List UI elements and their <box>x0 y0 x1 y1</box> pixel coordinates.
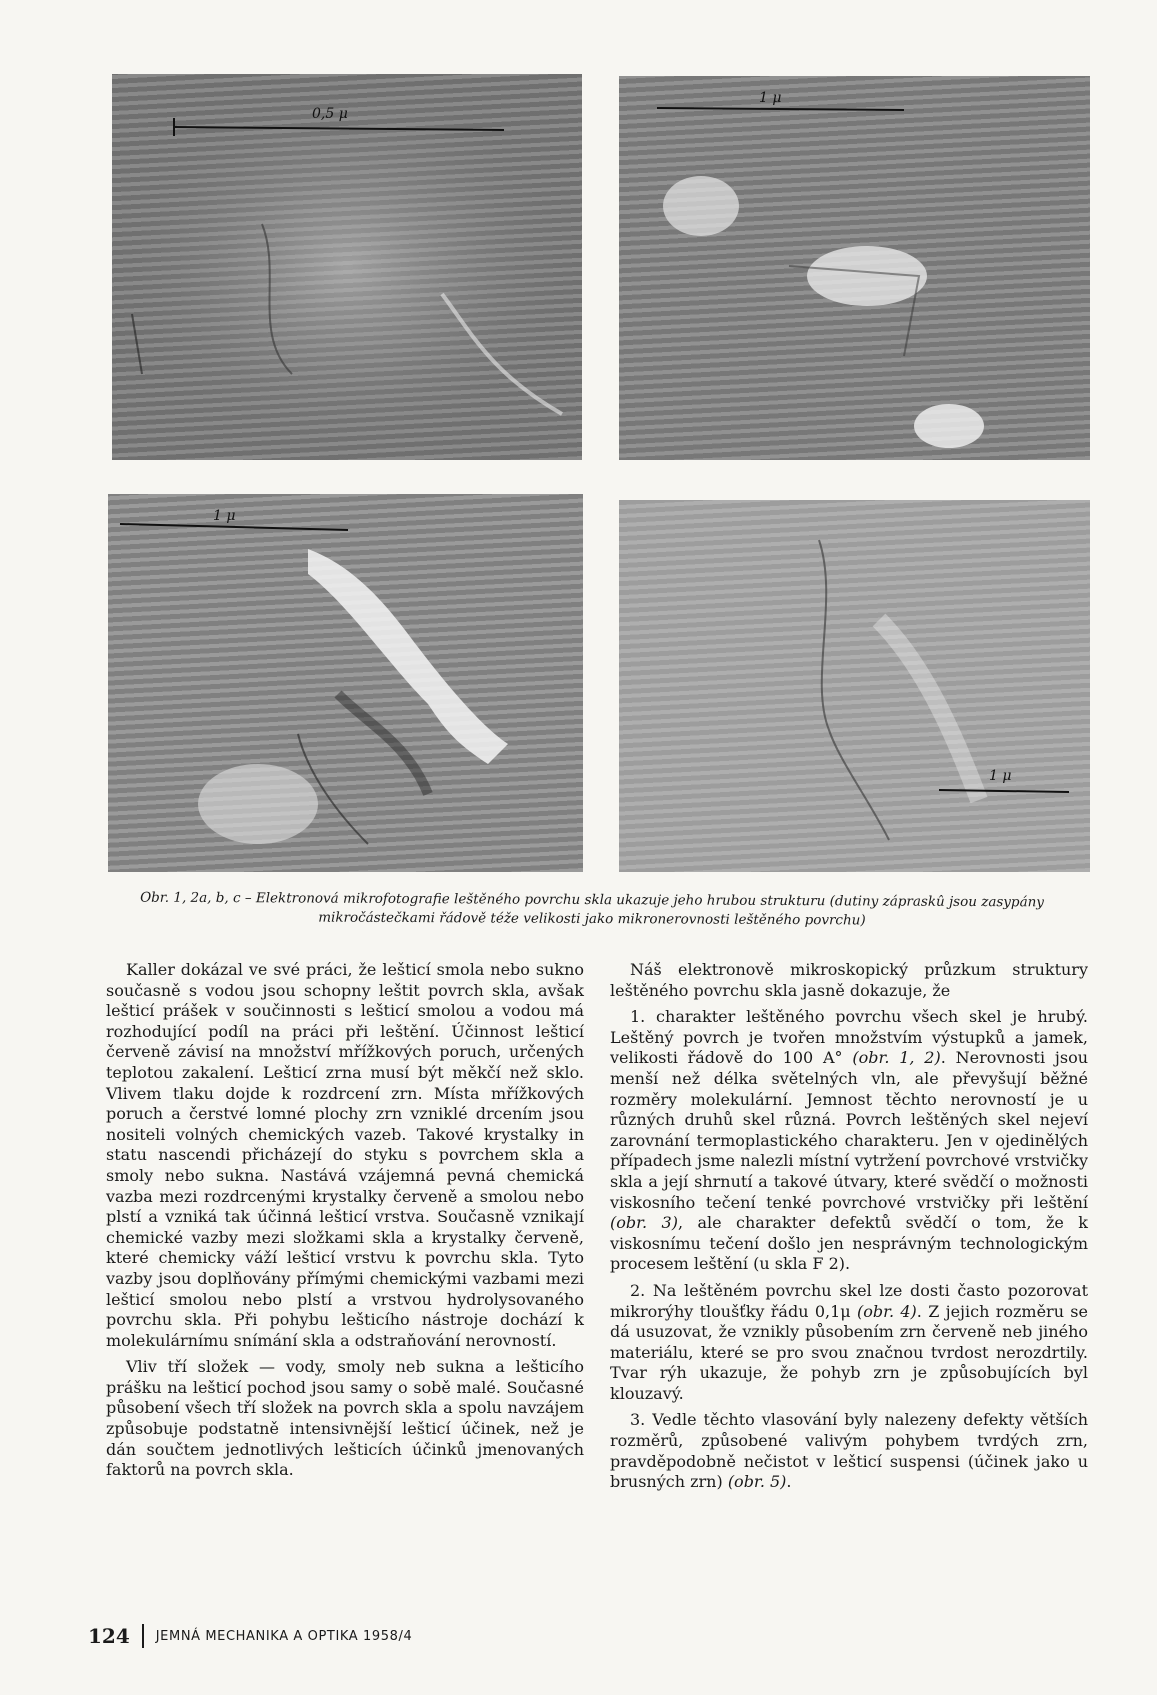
journal-name: JEMNÁ MECHANIKA A OPTIKA 1958/4 <box>155 1628 413 1644</box>
micrograph-4 <box>619 500 1090 872</box>
page-number: 124 <box>88 1624 130 1648</box>
left-paragraph-1: Kaller dokázal ve své práci, že lešticí smola nebo sukno současně s vodou jsou schopny leštit povrch skla, avšak lešticí prášek v součinnosti s lešticí smolou a vodou má rozhodující podíl na práci při leštění. Účinnost lešticí červeně závisí na množství mřížkových poruch, určených teplotou zakalení. Lešticí zrna musí být měkčí než sklo. Vlivem tlaku dojde k rozdrcení zrn. Místa mřížkových poruch a čerstvé lomné plochy zrn vzniklé drcením jsou nositeli volných chemických vazeb. Takové krystalky in statu nascendi přicházejí do styku s povrchem skla a smoly nebo sukna. Nastává vzájemná pevná chemická vazba mezi rozdrcenými krystalky červeně a smolou nebo plstí a vzniká tak účinná lešticí vrstva. Současně vznikají chemické vazby mezi složkami skla a krystalky červeně, které chemicky váží lešticí vrstvu k povrchu skla. Tyto vazby jsou doplňovány přímými chemickými vazbami mezi lešticí smolou nebo plstí a vrstvou hydrolysovaného povrchu skla. Při pohybu lešticího nástroje dochází k molekulárnímu snímání skla a odstraňování nerovností. <box>106 960 584 1350</box>
caption-text: – Elektronová mikrofotografie leštěného povrchu skla ukazuje jeho hrubou strukturu (dutiny zápraskû jsou zasypány mikročástečkami řádově téže velikosti jako mikronerovnosti leštěného povrchu) <box>240 890 1045 929</box>
item2-text-a: 2. Na leštěném povrchu skel lze dosti často pozorovat mikrorýhy tloušťky řádu 0,1μ <box>610 1280 1088 1321</box>
scale-label-2: 1 μ <box>759 90 782 106</box>
item3-figure-ref: (obr. 5) <box>727 1472 787 1492</box>
scale-label-1: 0,5 μ <box>312 106 348 122</box>
item2-text-b: . Z jejich rozměru se dá usuzovat, že vznikly působením zrn červeně neb jiného materiálu, které se pro svou značnou tvrdost nerozdrtily. Tvar rýh ukazuje, že pohyb zrn je způsobujících byl klouzavý. <box>610 1301 1088 1403</box>
item3-text-a: 3. Vedle těchto vlasování byly nalezeny defekty větších rozměrů, způsobené valivým pohybem tvrdých zrn, pravděpodobně nečistot v lešticí suspensi (účinek jako u brusných zrn) <box>610 1410 1088 1492</box>
figure-caption <box>92 888 1092 931</box>
item1-text-a: 1. charakter leštěného povrchu všech skel je hrubý. Leštěný povrch je tvořen množstvím výstupků a jamek, velikosti řádově do 100 A° <box>610 1007 1088 1068</box>
right-item-3 <box>610 1410 1088 1492</box>
footer-separator <box>142 1624 144 1648</box>
scale-label-3: 1 μ <box>213 508 236 524</box>
item1-figure-ref-1: (obr. 1, 2) <box>852 1048 941 1068</box>
left-paragraph-2: Vliv tří složek — vody, smoly neb sukna a lešticího prášku na lešticí pochod jsou samy o sobě malé. Současné působení všech tří složek na povrch skla a spolu navzájem způsobuje podstatně intensivnější lešticí účinek, než je dán součtem jednotlivých lešticích účinků jmenovaných faktorů na povrch skla. <box>106 1357 584 1480</box>
left-column <box>106 960 584 1487</box>
item3-text-b: . <box>786 1472 792 1492</box>
caption-label: Obr. 1, 2a, b, c <box>140 889 241 907</box>
micrograph-2 <box>619 76 1090 460</box>
micrograph-1 <box>112 74 582 460</box>
scale-label-4: 1 μ <box>989 768 1012 784</box>
right-intro: Náš elektronově mikroskopický průzkum struktury leštěného povrchu skla jasně dokazuje, že <box>610 960 1088 1000</box>
right-item-1 <box>610 1007 1088 1275</box>
item1-text-b: . Nerovnosti jsou menší než délka světelných vln, ale převyšují běžné rozměry molekulární. Jemnost těchto nerovností je u různých druhů skel různá. Povrch leštěných skel nejeví zarovnání termoplastického charakteru. Jen v ojedinělých případech jsme nalezli místní vytržení povrchové vrstvičky skla a její shrnutí a takové útvary, které svědčí o možnosti viskosního tečení tenké povrchové vrstvičky při leštění <box>610 1048 1089 1212</box>
micrograph-3 <box>108 494 583 872</box>
item1-figure-ref-2: (obr. 3) <box>610 1213 678 1233</box>
page-footer <box>88 1622 412 1650</box>
right-column <box>610 960 1088 1499</box>
item2-figure-ref: (obr. 4) <box>856 1301 917 1321</box>
right-item-2 <box>610 1281 1088 1405</box>
item1-text-c: , ale charakter defektů svědčí o tom, že k viskosnímu tečení došlo jen nesprávným technologickým procesem leštění (u skla F 2). <box>610 1213 1088 1274</box>
